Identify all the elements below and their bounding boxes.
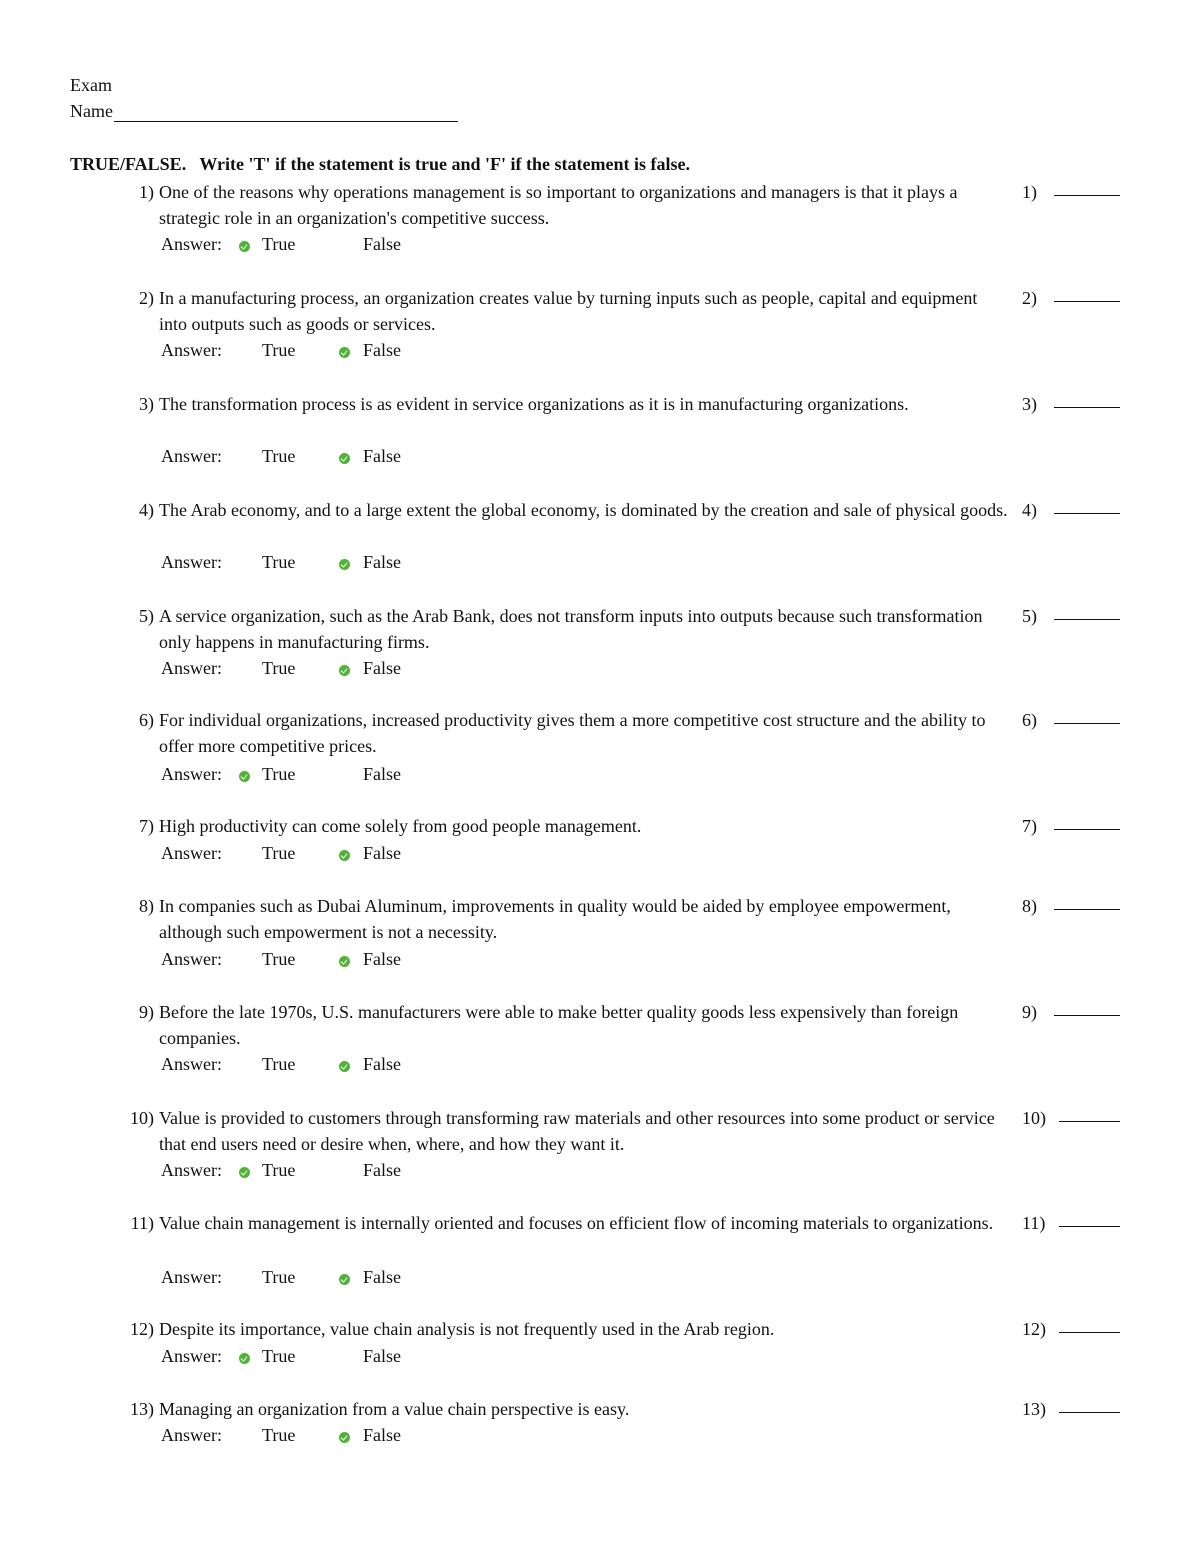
question-item <box>0 707 1200 807</box>
answer-label: Answer: <box>161 764 222 784</box>
correct-check-icon <box>239 1167 250 1178</box>
answer-blank[interactable] <box>1054 909 1120 910</box>
answer-number: 3) <box>1022 394 1037 414</box>
option-true: True <box>262 1267 296 1287</box>
exam-title: Exam <box>70 75 112 95</box>
question-text: In a manufacturing process, an organization creates value by turning inputs such as people, capital and equipment into outputs such as goods or services. <box>159 288 978 334</box>
option-false: False <box>363 446 401 466</box>
question-text: One of the reasons why operations management is so important to organizations and managers is that it plays a strategic role in an organization's competitive success. <box>159 182 958 228</box>
answer-label: Answer: <box>161 1346 222 1366</box>
answer-blank[interactable] <box>1054 619 1120 620</box>
option-true: True <box>262 1425 296 1445</box>
option-true: True <box>262 1160 296 1180</box>
question-number: 4) <box>139 500 154 520</box>
correct-check-icon <box>239 771 250 782</box>
correct-check-icon <box>339 347 350 358</box>
question-text: High productivity can come solely from good people management. <box>159 816 642 836</box>
question-number: 5) <box>139 606 154 626</box>
option-true: True <box>262 949 296 969</box>
question-number: 3) <box>139 394 154 414</box>
correct-check-icon <box>339 1274 350 1285</box>
answer-label: Answer: <box>161 446 222 466</box>
question-item <box>0 497 1200 597</box>
answer-blank[interactable] <box>1054 407 1120 408</box>
question-number: 6) <box>139 710 154 730</box>
question-text: Value is provided to customers through transforming raw materials and other resources into some product or service that end users need or desire when, where, and how they want it. <box>159 1108 995 1154</box>
option-true: True <box>262 658 296 678</box>
name-label: Name <box>70 101 113 121</box>
option-false: False <box>363 552 401 572</box>
correct-check-icon <box>339 1061 350 1072</box>
question-item <box>0 999 1200 1099</box>
answer-number: 12) <box>1022 1319 1046 1339</box>
question-item <box>0 391 1200 491</box>
correct-check-icon <box>239 1353 250 1364</box>
option-true: True <box>262 1054 296 1074</box>
option-true: True <box>262 843 296 863</box>
option-false: False <box>363 1054 401 1074</box>
answer-blank[interactable] <box>1059 1226 1120 1227</box>
answer-label: Answer: <box>161 234 222 254</box>
question-text: Value chain management is internally oriented and focuses on efficient flow of incoming materials to organizations. <box>159 1213 994 1233</box>
correct-check-icon <box>239 241 250 252</box>
option-true: True <box>262 234 296 254</box>
question-number: 12) <box>130 1319 154 1339</box>
option-false: False <box>363 658 401 678</box>
answer-number: 6) <box>1022 710 1037 730</box>
question-number: 1) <box>139 182 154 202</box>
option-false: False <box>363 1267 401 1287</box>
answer-blank[interactable] <box>1054 723 1120 724</box>
correct-check-icon <box>339 1432 350 1443</box>
question-item <box>0 1105 1200 1205</box>
answer-blank[interactable] <box>1059 1332 1120 1333</box>
answer-number: 7) <box>1022 816 1037 836</box>
option-true: True <box>262 1346 296 1366</box>
option-true: True <box>262 446 296 466</box>
answer-blank[interactable] <box>1054 1015 1120 1016</box>
question-item <box>0 1210 1200 1310</box>
correct-check-icon <box>339 956 350 967</box>
answer-number: 13) <box>1022 1399 1046 1419</box>
option-false: False <box>363 843 401 863</box>
question-number: 10) <box>130 1108 154 1128</box>
answer-label: Answer: <box>161 552 222 572</box>
answer-blank[interactable] <box>1054 301 1120 302</box>
option-false: False <box>363 1346 401 1366</box>
question-text: A service organization, such as the Arab Bank, does not transform inputs into outputs because such transformation only happens in manufacturing firms. <box>159 606 983 652</box>
name-blank[interactable] <box>114 103 458 122</box>
correct-check-icon <box>339 850 350 861</box>
question-item <box>0 603 1200 703</box>
answer-number: 11) <box>1022 1213 1046 1233</box>
question-text: Managing an organization from a value chain perspective is easy. <box>159 1399 630 1419</box>
answer-label: Answer: <box>161 340 222 360</box>
answer-blank[interactable] <box>1054 829 1120 830</box>
option-true: True <box>262 764 296 784</box>
answer-blank[interactable] <box>1059 1412 1120 1413</box>
answer-number: 10) <box>1022 1108 1046 1128</box>
question-number: 13) <box>130 1399 154 1419</box>
question-item <box>0 285 1200 385</box>
answer-number: 2) <box>1022 288 1037 308</box>
question-text: The Arab economy, and to a large extent the global economy, is dominated by the creation and sale of physical goods. <box>159 500 1008 520</box>
question-item <box>0 1396 1200 1496</box>
answer-label: Answer: <box>161 1267 222 1287</box>
question-number: 9) <box>139 1002 154 1022</box>
answer-number: 8) <box>1022 896 1037 916</box>
question-number: 2) <box>139 288 154 308</box>
answer-label: Answer: <box>161 1160 222 1180</box>
option-false: False <box>363 949 401 969</box>
question-item <box>0 179 1200 279</box>
question-number: 7) <box>139 816 154 836</box>
answer-label: Answer: <box>161 1054 222 1074</box>
answer-number: 5) <box>1022 606 1037 626</box>
option-true: True <box>262 552 296 572</box>
option-false: False <box>363 340 401 360</box>
option-false: False <box>363 234 401 254</box>
correct-check-icon <box>339 559 350 570</box>
correct-check-icon <box>339 453 350 464</box>
answer-number: 4) <box>1022 500 1037 520</box>
name-line <box>70 100 458 122</box>
answer-blank[interactable] <box>1054 195 1120 196</box>
question-text: Before the late 1970s, U.S. manufacturers were able to make better quality goods less expensively than foreign companies. <box>159 1002 959 1048</box>
option-false: False <box>363 1160 401 1180</box>
option-true: True <box>262 340 296 360</box>
answer-blank[interactable] <box>1059 1121 1120 1122</box>
question-text: The transformation process is as evident in service organizations as it is in manufacturing organizations. <box>159 394 909 414</box>
correct-check-icon <box>339 665 350 676</box>
question-number: 8) <box>139 896 154 916</box>
question-text: For individual organizations, increased productivity gives them a more competitive cost structure and the ability to offer more competitive prices. <box>159 710 986 756</box>
answer-label: Answer: <box>161 1425 222 1445</box>
question-number: 11) <box>130 1213 154 1233</box>
answer-label: Answer: <box>161 949 222 969</box>
answer-label: Answer: <box>161 843 222 863</box>
answer-blank[interactable] <box>1054 513 1120 514</box>
question-item <box>0 893 1200 993</box>
option-false: False <box>363 1425 401 1445</box>
question-text: In companies such as Dubai Aluminum, improvements in quality would be aided by employee empowerment, although such empowerment is not a necessity. <box>159 896 951 942</box>
question-text: Despite its importance, value chain analysis is not frequently used in the Arab region. <box>159 1319 775 1339</box>
answer-label: Answer: <box>161 658 222 678</box>
option-false: False <box>363 764 401 784</box>
answer-number: 9) <box>1022 1002 1037 1022</box>
instructions: TRUE/FALSE. Write 'T' if the statement is true and 'F' if the statement is false. <box>70 154 690 174</box>
answer-number: 1) <box>1022 182 1037 202</box>
